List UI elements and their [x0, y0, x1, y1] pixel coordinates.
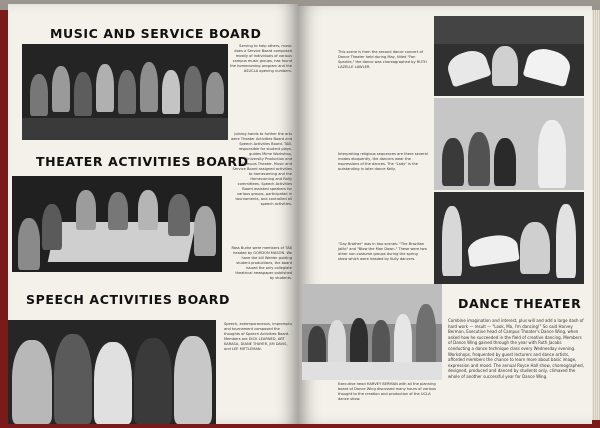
photo-figure [350, 318, 368, 364]
speech-board-title: SPEECH ACTIVITIES BOARD [26, 292, 230, 307]
speech-board-caption: Speech, extemporaneous, impromptu and tournament composed the thoughts of Speech Activities Board. Members are DICK LEARNED, ART KARASA, DIANE THAYER, JIM DAVIS, and LEE MITTLEMAN. [224, 322, 293, 351]
photo-figure [394, 314, 412, 366]
photo-figure [520, 222, 550, 274]
left-page [8, 4, 298, 424]
photo-figure [18, 218, 40, 270]
photo-figure [74, 72, 92, 116]
dance-caption-mid: Interpreting religious sequences are there several modes eloquently, the dancers wear the expressions of the dances. The "Lady" is the outstanding in later dance Kelly. [338, 152, 428, 171]
dance-photo-3 [434, 192, 584, 284]
dance-wing-board-photo [302, 284, 442, 380]
photo-figure [52, 66, 70, 112]
photo-figure [538, 120, 566, 188]
photo-backdrop [434, 16, 584, 44]
photo-figure [194, 206, 216, 256]
photo-figure [492, 46, 518, 86]
dance-theater-title: DANCE THEATER [458, 296, 582, 311]
right-page [298, 6, 592, 424]
photo-figure [328, 320, 346, 366]
photo-figure [30, 74, 48, 116]
photo-figure [466, 233, 519, 268]
speech-board-photo [8, 320, 216, 424]
music-board-caption: Serving to help others, music does a Service Board composed mostly of individuals of various campus music groups, has found the homecoming program and the ASUCLA opening numbers. [230, 44, 292, 73]
music-board-title: MUSIC AND SERVICE BOARD [50, 26, 262, 41]
photo-figure [162, 70, 180, 114]
photo-figure [494, 138, 516, 186]
dance-caption-top: This scene is from the second dance concert of Dance Theater held during May, titled "Fan Sparkle," the dance was choreographed by RUTH LAZELLE LAWLER. [338, 50, 427, 69]
music-board-photo [22, 44, 228, 140]
theater-board-caption: Joining hands to further the arts were Theater Activities Board and Speech Activities Board. TAB, responsible for student plays, guides Mime Workshop, University Production and Campus Theater. Music and Service Board assigned activities to homecoming and the Homecoming and Rally committees. Speech Activities Board assisted speakers for various groups, participated in tournaments, and controlled all speech activities. [230, 132, 292, 206]
photo-figure [12, 340, 52, 424]
theater-board-caption-2: Ross Burke were members of TAB headed by GORDON MASON. We have the bill Weider guiding student productions, the board issued the only collegiate theatrical newspaper published by students. [231, 246, 292, 280]
photo-figure [372, 320, 390, 364]
photo-figure [168, 194, 190, 236]
photo-figure [134, 338, 172, 424]
photo-figure [556, 204, 576, 278]
theater-board-photo [12, 176, 222, 272]
photo-figure [54, 334, 92, 424]
dance-photo-2 [434, 98, 584, 190]
photo-figure [42, 204, 62, 250]
photo-figure [76, 190, 96, 230]
dance-photo-1 [434, 16, 584, 96]
photo-figure [140, 62, 158, 112]
photo-figure [442, 206, 462, 276]
dance-wing-board-caption: Executive head HARVEY BERMAN with all the planning board of Dance Wing discussed many hours of various thought to the creation and production of the UCLA dance show. [338, 382, 436, 401]
photo-figure [468, 132, 490, 186]
photo-table [22, 118, 228, 140]
dance-caption-low: "Gay Brother" was in two scenes: "The Brazilian Jaillo" and "Blow the Man Down." These were two other non-costume groups during the spring show which were headed by Kully dancers. [338, 242, 427, 261]
dance-theater-body: Combine imagination and interest, plus will and add a large dash of hard work — result — "Look, Ma, I'm dancing!" So said Harvey Berman, Executive head of Campus Theater's Dance Wing, when asked how he succeeded in the field of creative dancing. Members of Dance Wing gained through the year with Ruth Jacobs conducting a dance technique class every Wednesday evening. Workshops, frequented by guest lecturers and dance artists, afforded members the chance to learn more about basic image, expression and mood. The annual Royce Hall show, choreographed, designed, produced and danced by students only, climaxed the whole of another successful year for Dance Wing. [448, 318, 584, 379]
photo-figure [444, 47, 491, 88]
photo-figure [108, 192, 128, 230]
photo-figure [442, 138, 464, 186]
photo-table [302, 362, 442, 380]
photo-figure [96, 64, 114, 112]
photo-figure [523, 45, 574, 87]
photo-figure [138, 190, 158, 230]
photo-figure [184, 66, 202, 112]
photo-figure [416, 304, 436, 366]
theater-board-title: THEATER ACTIVITIES BOARD [36, 154, 249, 169]
page-edges [592, 10, 600, 420]
photo-figure [174, 336, 212, 424]
photo-figure [118, 70, 136, 114]
photo-figure [94, 342, 132, 424]
photo-figure [308, 326, 326, 366]
photo-figure [206, 72, 224, 114]
